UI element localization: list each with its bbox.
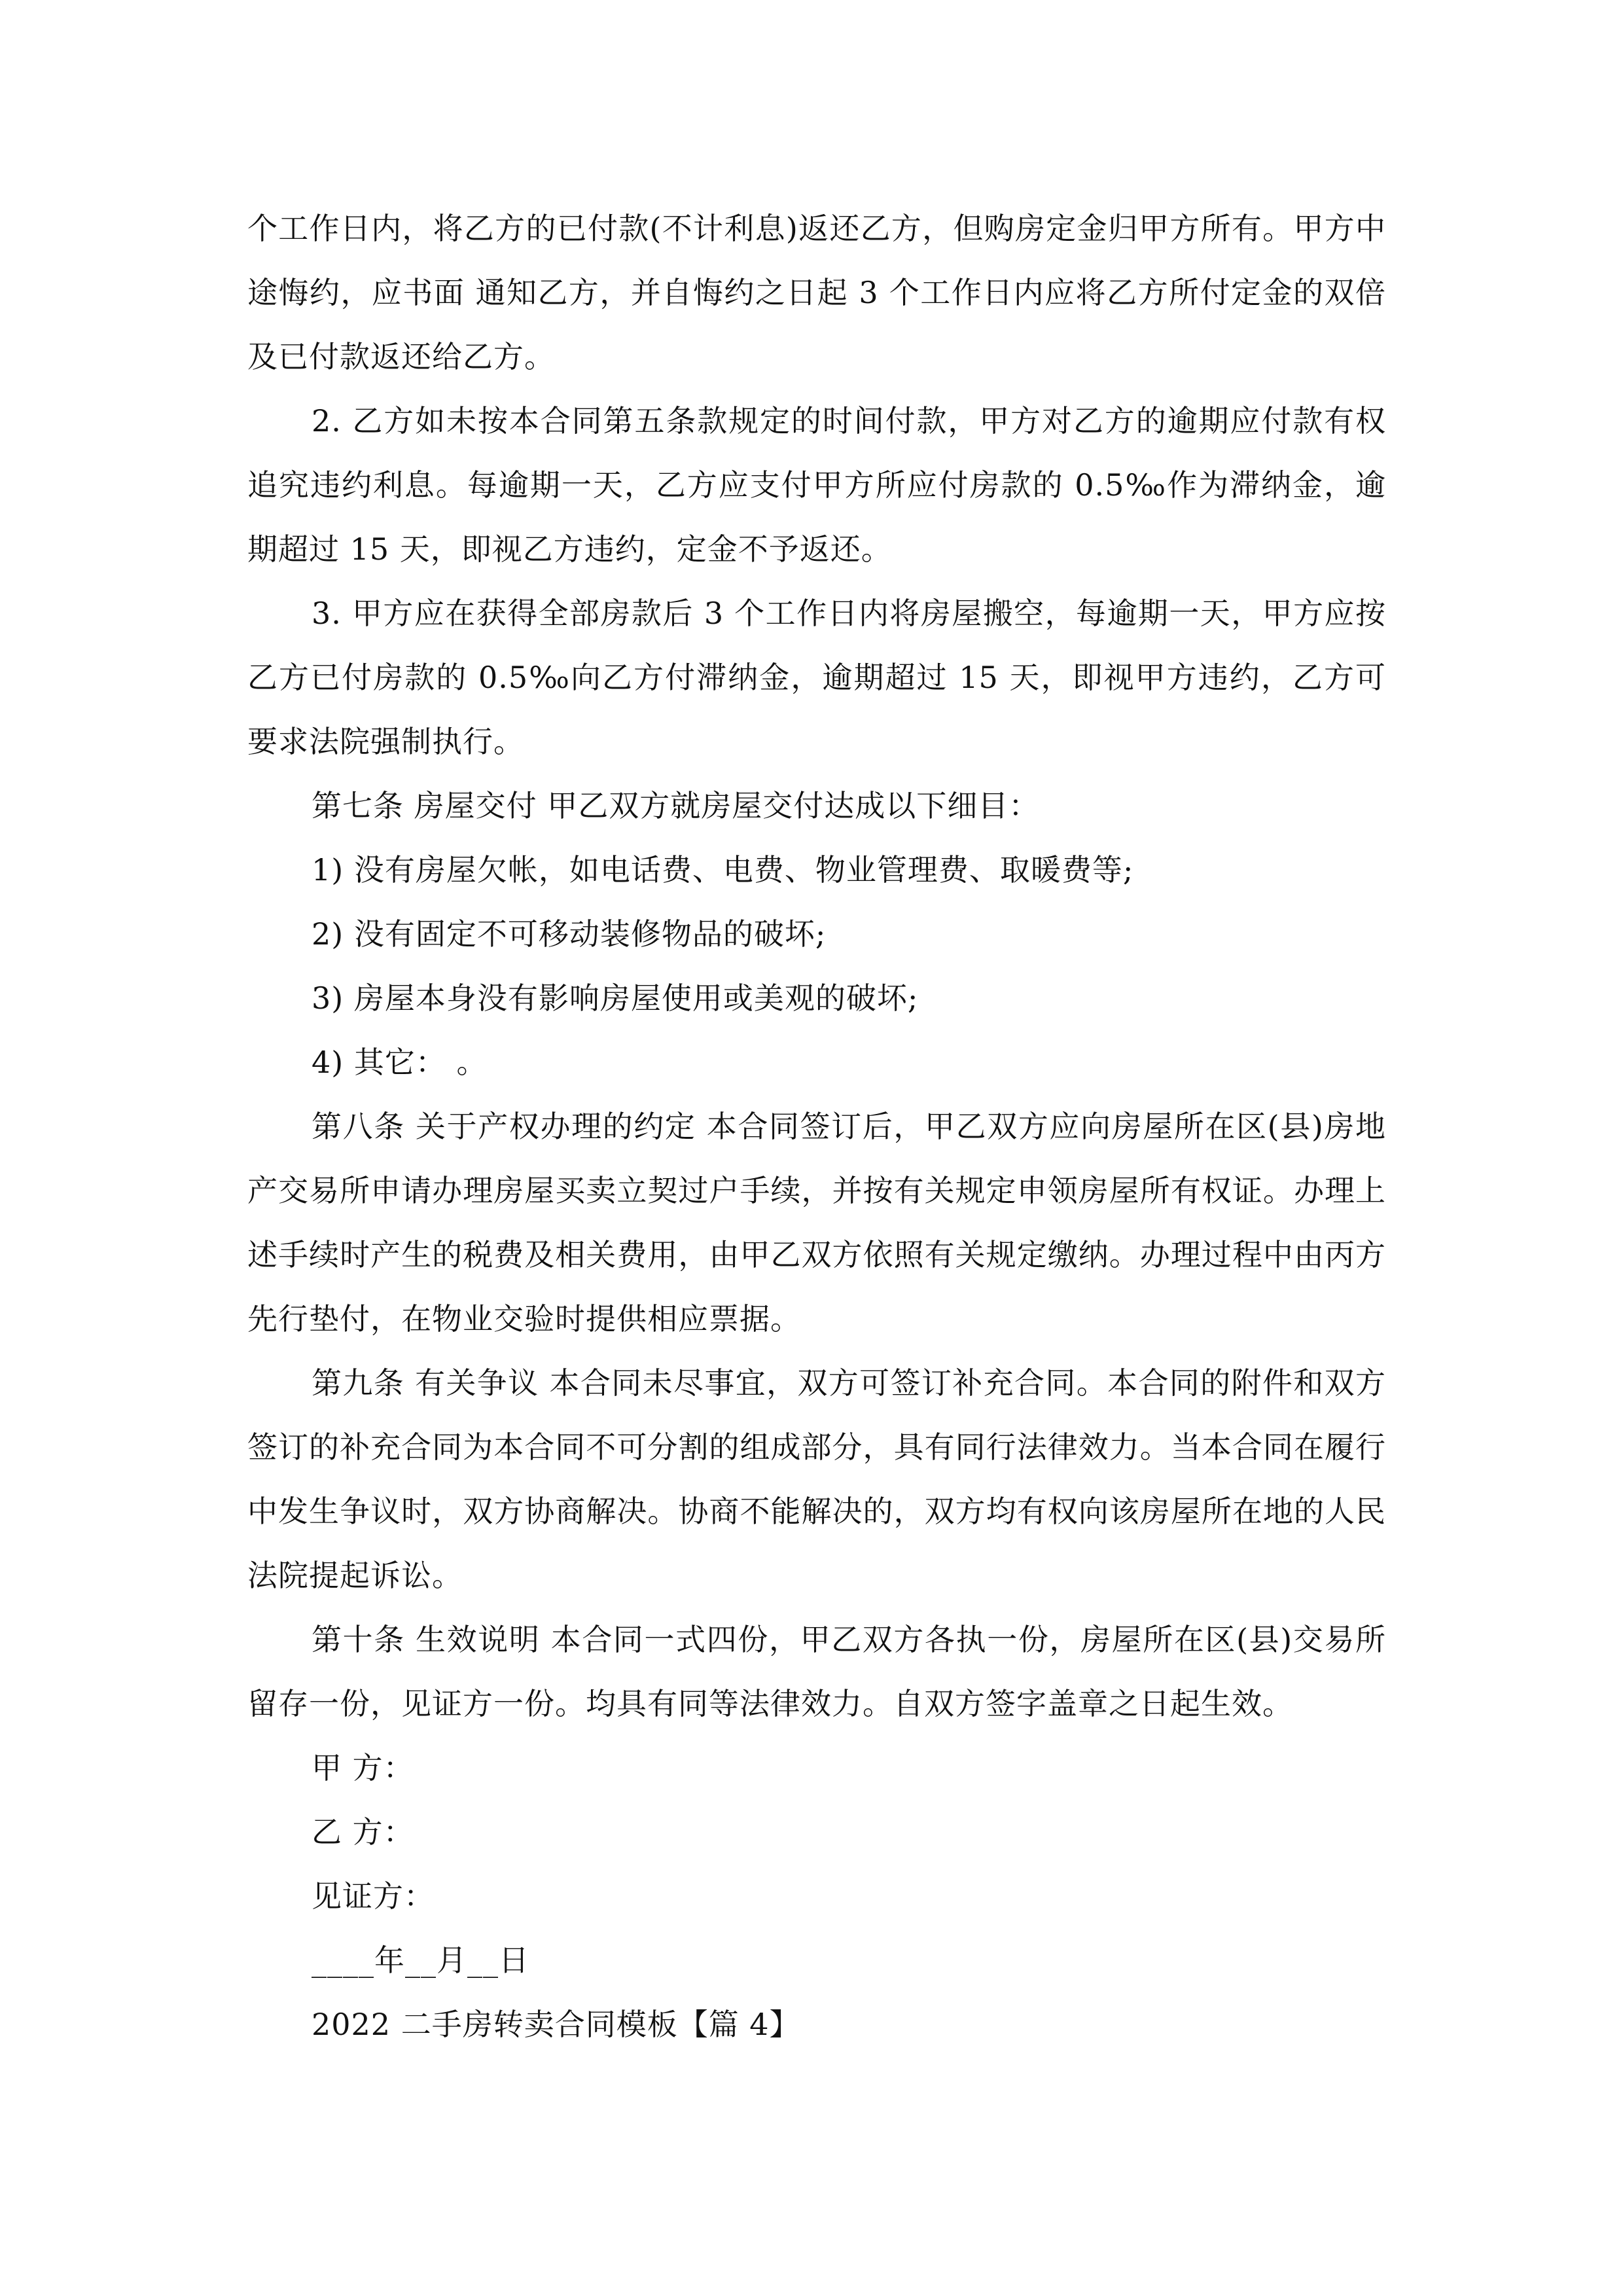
signature-date: ____年__月__日: [312, 1943, 529, 1978]
document-body: [247, 196, 1386, 2056]
article-8-property-rights: 第八条 关于产权办理的约定 本合同签订后，甲乙双方应向房屋所在区(县)房地产交易所申请办理房屋买卖立契过户手续，并按有关规定申领房屋所有权证。办理上述手续时产生的税费及相关费用，由甲乙双方依照有关规定缴纳。办理过程中由丙方先行垫付，在物业交验时提供相应票据。: [247, 1109, 1386, 1336]
delivery-item-2: 2) 没有固定不可移动装修物品的破坏;: [312, 916, 827, 952]
delivery-item-1: 1) 没有房屋欠帐，如电话费、电费、物业管理费、取暖费等;: [312, 852, 1134, 888]
article-9-disputes: 第九条 有关争议 本合同未尽事宜，双方可签订补充合同。本合同的附件和双方签订的补充合同为本合同不可分割的组成部分，具有同行法律效力。当本合同在履行中发生争议时，双方协商解决。协商不能解决的，双方均有权向该房屋所在地的人民法院提起诉讼。: [247, 1365, 1386, 1593]
delivery-item-3: 3) 房屋本身没有影响房屋使用或美观的破坏;: [312, 980, 919, 1016]
article-7-heading: 第七条 房屋交付 甲乙双方就房屋交付达成以下细目：: [312, 788, 1040, 823]
paragraph-refund-terms: 个工作日内，将乙方的已付款(不计利息)返还乙方，但购房定金归甲方所有。甲方中途悔约，应书面 通知乙方，并自悔约之日起 3 个工作日内应将乙方所付定金的双倍及已付款返还给乙方。: [247, 211, 1386, 374]
clause-3-vacate-house: 3. 甲方应在获得全部房款后 3 个工作日内将房屋搬空，每逾期一天，甲方应按乙方已付房款的 0.5‰向乙方付滞纳金，逾期超过 15 天，即视甲方违约，乙方可要求法院强制执行。: [247, 596, 1386, 759]
signature-witness: 见证方：: [312, 1878, 435, 1914]
clause-2-late-payment: 2. 乙方如未按本合同第五条款规定的时间付款，甲方对乙方的逾期应付款有权追究违约利息。每逾期一天，乙方应支付甲方所应付房款的 0.5‰作为滞纳金，逾期超过 15 天，即视乙方违约，定金不予返还。: [247, 403, 1386, 567]
delivery-item-4: 4) 其它： 。: [312, 1045, 488, 1080]
article-10-effectiveness: 第十条 生效说明 本合同一式四份，甲乙双方各执一份，房屋所在区(县)交易所留存一份，见证方一份。均具有同等法律效力。自双方签字盖章之日起生效。: [247, 1622, 1386, 1721]
signature-party-b: 乙 方：: [312, 1814, 414, 1850]
next-section-heading: 2022 二手房转卖合同模板【篇 4】: [312, 2007, 800, 2042]
signature-party-a: 甲 方：: [312, 1750, 414, 1785]
